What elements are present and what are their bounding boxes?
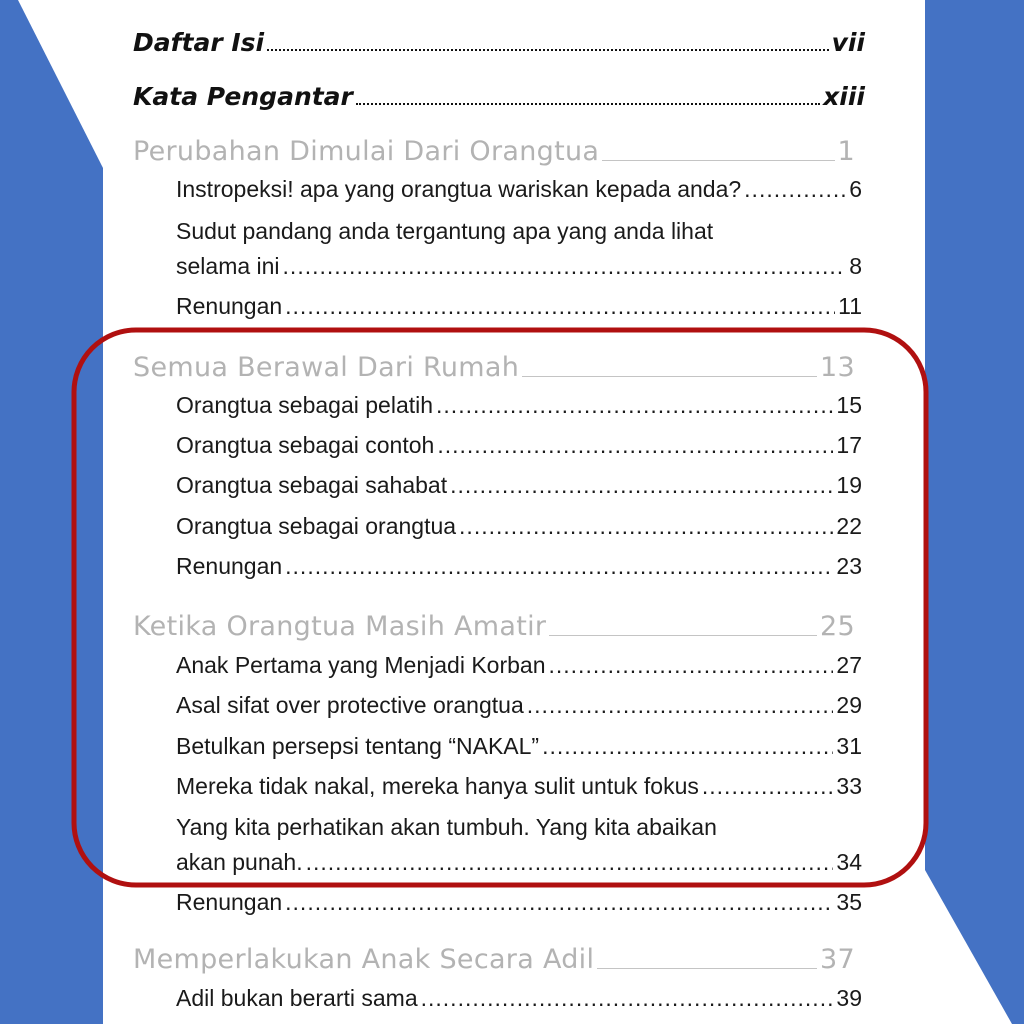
toc-item-title: Instropeksi! apa yang orangtua wariskan kepada anda?: [176, 176, 742, 202]
toc-item[interactable]: [176, 253, 862, 280]
toc-item-title: Orangtua sebagai sahabat: [176, 472, 448, 498]
toc-item-title: Renungan: [176, 293, 283, 319]
toc-item[interactable]: [176, 773, 862, 800]
toc-item[interactable]: [176, 392, 862, 419]
toc-item-title: Asal sifat over protective orangtua: [176, 692, 524, 718]
dot-leader: [549, 652, 834, 679]
toc-item-title: selama ini: [176, 253, 280, 279]
toc-item-title: Mereka tidak nakal, mereka hanya sulit untuk fokus: [176, 773, 699, 799]
toc-item[interactable]: [176, 985, 862, 1012]
toc-item-page: 17: [836, 432, 862, 458]
dot-leader: [450, 472, 833, 499]
toc-item-title: Orangtua sebagai orangtua: [176, 513, 457, 539]
toc-item-title: Anak Pertama yang Menjadi Korban: [176, 652, 546, 678]
toc-item-page: 33: [836, 773, 862, 799]
chapter-page: 37: [820, 944, 855, 975]
chapter-page: 25: [820, 611, 855, 642]
toc-entry-page: vii: [831, 28, 865, 57]
dot-leader: [285, 889, 833, 916]
dot-leader: [542, 733, 833, 760]
dot-leader: [283, 253, 847, 280]
toc-item[interactable]: [176, 176, 862, 203]
dot-leader: [267, 49, 828, 51]
toc-item-title: akan punah.: [176, 849, 303, 875]
toc-item-page: 11: [838, 293, 862, 319]
chapter-page: 13: [820, 352, 855, 383]
toc-item[interactable]: [176, 472, 862, 499]
chapter-title: Perubahan Dimulai Dari Orangtua: [133, 136, 600, 167]
chapter-leader: [522, 376, 817, 377]
dot-leader: [306, 849, 834, 876]
toc-item[interactable]: [176, 513, 862, 540]
toc-item-title: Orangtua sebagai contoh: [176, 432, 435, 458]
toc-item-title-line1[interactable]: Sudut pandang anda tergantung apa yang anda lihat: [176, 218, 714, 244]
chapter-heading[interactable]: [133, 944, 855, 975]
toc-item[interactable]: [176, 889, 862, 916]
dot-leader: [285, 553, 833, 580]
chapter-heading[interactable]: [133, 352, 855, 383]
dot-leader: [459, 513, 833, 540]
toc-item-page: 19: [836, 472, 862, 498]
toc-item-page: 35: [836, 889, 862, 915]
toc-item-title: Renungan: [176, 553, 283, 579]
toc-item-page: 23: [836, 553, 862, 579]
toc-item[interactable]: [176, 432, 862, 459]
dot-leader: [702, 773, 834, 800]
toc-item[interactable]: [176, 849, 862, 876]
toc-entry-daftar-isi[interactable]: [133, 28, 865, 57]
dot-leader: [421, 985, 834, 1012]
chapter-leader: [549, 635, 817, 636]
chapter-title: Memperlakukan Anak Secara Adil: [133, 944, 595, 975]
toc-entry-title: Daftar Isi: [133, 28, 265, 57]
dot-leader: [285, 293, 835, 320]
toc-item-page: 31: [836, 733, 862, 759]
toc-item-page: 8: [849, 253, 862, 279]
toc-entry-page: xiii: [823, 82, 865, 111]
dot-leader: [744, 176, 846, 203]
toc-item-page: 22: [836, 513, 862, 539]
toc-entry-kata-pengantar[interactable]: [133, 82, 865, 111]
dot-leader: [436, 392, 833, 419]
toc-entry-title: Kata Pengantar: [133, 82, 353, 111]
toc-item-title: Adil bukan berarti sama: [176, 985, 418, 1011]
toc-item[interactable]: [176, 652, 862, 679]
chapter-leader: [602, 160, 834, 161]
toc-item-title: Betulkan persepsi tentang “NAKAL”: [176, 733, 540, 759]
chapter-page: 1: [837, 136, 855, 167]
toc-item-page: 39: [836, 985, 862, 1011]
toc-item-page: 34: [836, 849, 862, 875]
chapter-heading[interactable]: [133, 611, 855, 642]
chapter-heading[interactable]: [133, 136, 855, 167]
toc-item-page: 6: [849, 176, 862, 202]
dot-leader: [527, 692, 834, 719]
dot-leader: [356, 103, 820, 105]
toc-item-page: 15: [836, 392, 862, 418]
toc-item-title: Orangtua sebagai pelatih: [176, 392, 434, 418]
chapter-title: Ketika Orangtua Masih Amatir: [133, 611, 547, 642]
dot-leader: [437, 432, 833, 459]
toc-item[interactable]: [176, 293, 862, 320]
toc-item-title: Renungan: [176, 889, 283, 915]
chapter-title: Semua Berawal Dari Rumah: [133, 352, 520, 383]
toc-item[interactable]: [176, 733, 862, 760]
toc-item-title-line1[interactable]: Yang kita perhatikan akan tumbuh. Yang kita abaikan: [176, 814, 717, 840]
toc-item-page: 29: [836, 692, 862, 718]
toc-item-page: 27: [836, 652, 862, 678]
toc-item[interactable]: [176, 692, 862, 719]
chapter-leader: [597, 968, 817, 969]
toc-item[interactable]: [176, 553, 862, 580]
